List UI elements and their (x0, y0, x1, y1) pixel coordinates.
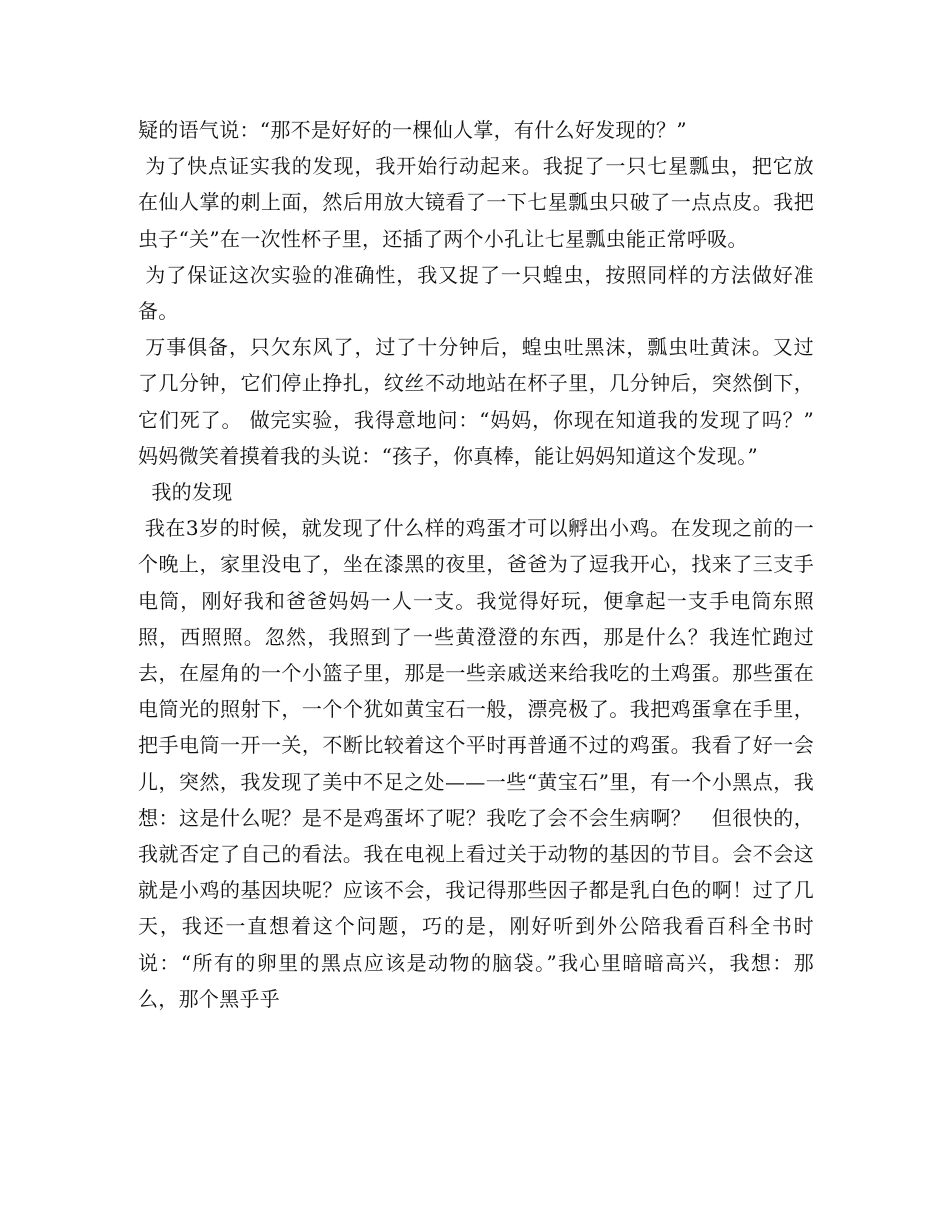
paragraph-locust-preparation: 为了保证这次实验的准确性，我又捉了一只蝗虫，按照同样的方法做好准备。 (138, 262, 814, 324)
paragraph-egg-discovery: 我在3岁的时候，就发现了什么样的鸡蛋才可以孵出小鸡。在发现之前的一个晚上，家里没电了，坐在漆黑的夜里，爸爸为了逗我开心，找来了三支手电筒，刚好我和爸爸妈妈一人一支。我觉得好玩，便拿起一支手电筒东照照，西照照。忽然，我照到了一些黄澄澄的东西，那是什么？我连忙跑过去，在屋角的一个小篮子里，那是一些亲戚送来给我吃的土鸡蛋。那些蛋在电筒光的照射下，一个个犹如黄宝石一般，漂亮极了。我把鸡蛋拿在手里，把手电筒一开一关，不断比较着这个平时再普通不过的鸡蛋。我看了好一会儿，突然，我发现了美中不足之处——一些“黄宝石”里，有一个小黑点，我想：这是什么呢？是不是鸡蛋坏了呢？我吃了会不会生病啊？ 但很快的，我就否定了自己的看法。我在电视上看过关于动物的基因的节目。会不会这就是小鸡的基因块呢？应该不会，我记得那些因子都是乳白色的啊！过了几天，我还一直想着这个问题，巧的是，刚好听到外公陪我看百科全书时说：“所有的卵里的黑点应该是动物的脑袋。”我心里暗暗高兴，我想：那么，那个黑乎乎 (138, 516, 814, 1011)
paragraph-ladybug-experiment: 为了快点证实我的发现，我开始行动起来。我捉了一只七星瓢虫，把它放在仙人掌的刺上面，然后用放大镜看了一下七星瓢虫只破了一点点皮。我把虫子“关”在一次性杯子里，还插了两个小孔让七星瓢虫能正常呼吸。 (138, 154, 814, 251)
paragraph-continued-dialogue: 疑的语气说：“那不是好好的一棵仙人掌，有什么好发现的？” (138, 118, 687, 142)
section-title: 我的发现 (138, 480, 233, 505)
paragraph-experiment-result: 万事俱备，只欠东风了，过了十分钟后，蝗虫吐黑沫，瓢虫吐黄沫。又过了几分钟，它们停止挣扎，纹丝不动地站在杯子里，几分钟后，突然倒下，它们死了。 做完实验，我得意地问：“妈妈，你现在知道我的发现了吗？” 妈妈微笑着摸着我的头说：“孩子，你真棒，能让妈妈知道这个发现。” (138, 335, 821, 468)
document-page (138, 112, 821, 1017)
